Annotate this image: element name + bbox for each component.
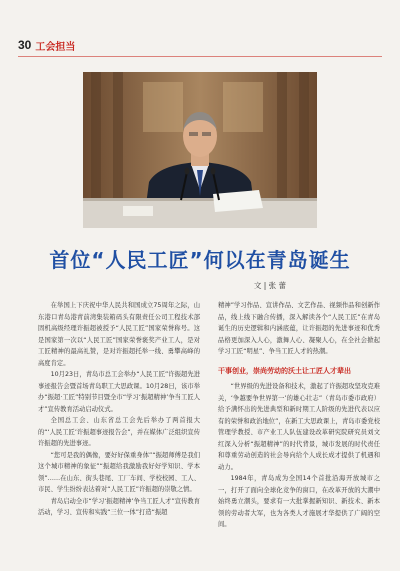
paragraph: 在举国上下庆祝中华人民共和国成立75周年之际，山东港口青岛港青前湾集装箱码头有限责任公司工程技术部固机高级经理许振超被授予“人民工匠”国家荣誉称号。这是国家第一次以“人民工匠”国家荣誉褒奖产业工人，是对工匠精神的最高礼赞，是对许振超托举一线、勇攀高峰的高度肯定。 xyxy=(38,302,200,367)
page-header xyxy=(18,38,75,52)
speaker-photo-illustration xyxy=(83,72,317,228)
left-column xyxy=(38,300,200,519)
paragraph: 1984年，青岛成为全国14个首批沿海开放城市之一，打开了面向全球化竞争的窗口，在改革开放的大潮中始终勇立潮头，要求有一大批掌握新知识、新技术、新本领的劳动者大军，也为各类人才施展才华提供了广阔的空间。 xyxy=(218,475,380,528)
article-title: 首位“人民工匠”何以在青岛诞生 xyxy=(49,248,351,272)
section-subhead: 干事创业，崇尚劳动的沃土让工匠人才辈出 xyxy=(218,366,351,375)
page-number: 30 xyxy=(18,38,32,52)
paragraph: 全国总工会、山东省总工会先后举办了两首报大的“‘人民工匠’许振超事迹报告会”，并在媒体广泛组织宣传许振超的先进事迹。 xyxy=(38,417,200,447)
paragraph: 精神”学习作品、宣讲作品、文艺作品、视频作品和创新作品，线上线下融合传播，深入解读各个“人民工匠”在青岛诞生的历史逻辑和内涵底蕴，让许振超的先进事迹和优秀品格更加深入人心，激舞人心、凝聚人心，在全社会掀起学习工匠“明星”、争当工匠人才的热潮。 xyxy=(218,302,380,355)
paragraph: 10月23日，青岛市总工会举办“人民工匠”许振超先进事迹报告会暨首场青岛职工大思政课。10月28日，该市举办“振超·工匠”特别节目暨全市“学习‘振超精神’争当工匠人才”宣传教育活动启动仪式。 xyxy=(38,371,200,413)
paragraph: 青岛启动全市“学习‘振超精神’争当工匠人才”宣传教育活动，学习、宣传和实践“三位一体”打造“振超 xyxy=(38,497,200,516)
paragraph: “世界级的先进设备和技术，激起了许振超攻坚攻克难关，‘争越要争世界第一’的雄心壮志”（青岛市委市政府）给予满怀出的先进典型和新时期工人阶级的先进代表以应有的荣誉和政治地位”，在新工大思政课上，青岛市委党校管理学教授、市产业工人队伍建设改革研究院研究员刘文红深入分析“振超精神”的时代背景，城市发展的时代责任和尊重劳动创造的社会导向给个人成长成才提供了机遇和动力。 xyxy=(218,383,380,471)
article-photo xyxy=(83,72,317,228)
article-byline: 文 | 张 蕾 xyxy=(253,281,286,290)
header-divider xyxy=(18,56,382,57)
right-column xyxy=(218,300,380,531)
section-name: 工会担当 xyxy=(35,41,76,53)
paragraph: “您可是我的偶像，要好好保重身体”“振超师傅是我们这个城市精神的象征”“振超给我激励我好好学知识、学本领”……在山东、街头巷尾、工厂车间、学校校园、工人、市民、学生纷纷表达着对“人民工匠”许振超的崇敬之情。 xyxy=(38,451,200,493)
